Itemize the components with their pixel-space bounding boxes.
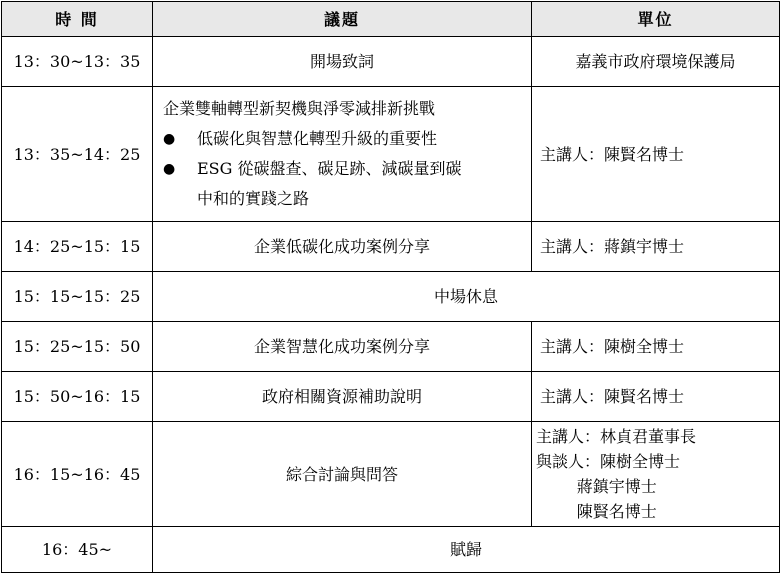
table-row <box>2 422 780 527</box>
row-time: 15：50~16：15 <box>2 372 153 422</box>
speaker-line: 主講人：林貞君董事長 <box>536 427 697 446</box>
speaker-line: 與談人：陳樹全博士 <box>536 452 681 471</box>
row-time: 15：25~15：50 <box>2 322 153 372</box>
row-topic: 綜合討論與問答 <box>153 422 532 527</box>
header-topic: 議題 <box>153 2 532 37</box>
row-topic: 政府相關資源補助說明 <box>153 372 532 422</box>
row-unit <box>532 422 780 527</box>
row-time: 15：15~15：25 <box>2 272 153 322</box>
table-row <box>2 372 780 422</box>
table-header <box>2 2 780 37</box>
bullet-text-continued: 中和的實踐之路 <box>197 189 310 208</box>
table-row <box>2 37 780 87</box>
table-row <box>2 527 780 573</box>
row-topic: 企業智慧化成功案例分享 <box>153 322 532 372</box>
agenda-table <box>1 1 780 573</box>
bullet-icon: ● <box>163 161 176 177</box>
bullet-text: 低碳化與智慧化轉型升級的重要性 <box>197 129 438 148</box>
bullet-icon: ● <box>163 131 176 147</box>
header-time: 時 間 <box>2 2 153 37</box>
row-time: 13：30~13：35 <box>2 37 153 87</box>
table-row <box>2 322 780 372</box>
bullet-item <box>163 154 523 184</box>
row-topic: 中場休息 <box>153 272 780 322</box>
bullet-item <box>163 124 523 154</box>
row-topic <box>153 87 532 222</box>
row-unit: 主講人：陳賢名博士 <box>532 372 780 422</box>
row-topic: 開場致詞 <box>153 37 532 87</box>
row-time: 16：15~16：45 <box>2 422 153 527</box>
row-time: 13：35~14：25 <box>2 87 153 222</box>
row-topic: 賦歸 <box>153 527 780 573</box>
speaker-line: 陳賢名博士 <box>536 502 657 521</box>
row-unit: 主講人：陳樹全博士 <box>532 322 780 372</box>
table-row <box>2 222 780 272</box>
topic-title: 企業雙軸轉型新契機與淨零減排新挑戰 <box>163 99 436 118</box>
row-time: 16：45~ <box>2 527 153 573</box>
table-row <box>2 87 780 222</box>
row-time: 14：25~15：15 <box>2 222 153 272</box>
row-unit: 主講人：陳賢名博士 <box>532 87 780 222</box>
row-unit: 嘉義市政府環境保護局 <box>532 37 780 87</box>
row-topic: 企業低碳化成功案例分享 <box>153 222 532 272</box>
header-unit: 單位 <box>532 2 780 37</box>
row-unit: 主講人：蔣鎮宇博士 <box>532 222 780 272</box>
bullet-text: ESG 從碳盤查、碳足跡、減碳量到碳 <box>197 159 462 178</box>
header-row <box>2 2 780 37</box>
speaker-line: 蔣鎮宇博士 <box>536 477 657 496</box>
table-row <box>2 272 780 322</box>
